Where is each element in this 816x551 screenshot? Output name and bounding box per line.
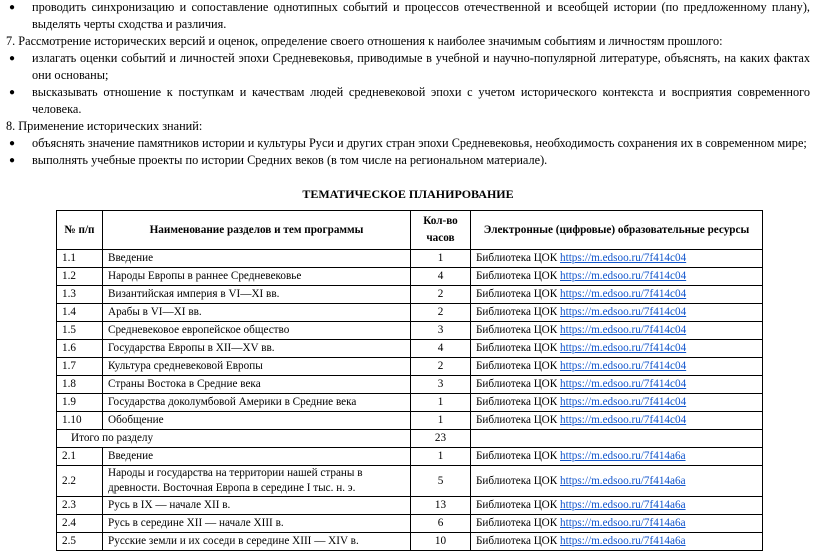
resource-link[interactable]: https://m.edsoo.ru/7f414c04 (560, 360, 687, 372)
cell-hours: 3 (411, 322, 471, 340)
cell-resource (471, 448, 763, 466)
document-page (0, 0, 816, 203)
bullet-icon: ● (9, 53, 16, 64)
header-resources: Электронные (цифровые) образовательные ресурсы (471, 211, 763, 250)
table-row (57, 304, 763, 322)
list-item: ● излагать оценки событий и личностей эпохи Средневековья, приводимые в учебной и научно-популярной литературе, объяснять, на каких фактах они основаны; (9, 51, 810, 82)
cell-num: 1.2 (57, 268, 103, 286)
resource-label: Библиотека ЦОК (476, 324, 560, 336)
table-row (57, 466, 763, 497)
cell-name: Обобщение (103, 412, 411, 430)
planning-table (56, 210, 763, 551)
cell-name: Государства доколумбовой Америки в Средние века (103, 394, 411, 412)
resource-link[interactable]: https://m.edsoo.ru/7f414c04 (560, 252, 687, 264)
bullet-icon: ● (9, 87, 16, 98)
cell-num: 1.1 (57, 250, 103, 268)
table-row (57, 394, 763, 412)
table-row (57, 533, 763, 551)
list-item: ● выполнять учебные проекты по истории Средних веков (в том числе на региональном материале). (9, 153, 548, 167)
cell-resource (471, 412, 763, 430)
cell-hours: 2 (411, 304, 471, 322)
table-header-row (57, 211, 763, 250)
cell-num: 2.1 (57, 448, 103, 466)
table-row (57, 497, 763, 515)
bullet-icon: ● (9, 138, 16, 149)
resource-link[interactable]: https://m.edsoo.ru/7f414c04 (560, 324, 687, 336)
subtotal-empty (471, 430, 763, 448)
cell-num: 1.3 (57, 286, 103, 304)
cell-name: Русь в середине XII — начале XIII в. (103, 515, 411, 533)
resource-link[interactable]: https://m.edsoo.ru/7f414c04 (560, 270, 687, 282)
cell-num: 2.2 (57, 466, 103, 497)
cell-num: 2.3 (57, 497, 103, 515)
cell-resource (471, 358, 763, 376)
cell-num: 1.8 (57, 376, 103, 394)
subtotal-hours: 23 (411, 430, 471, 448)
table-row (57, 340, 763, 358)
table-row (57, 358, 763, 376)
cell-resource (471, 533, 763, 551)
cell-hours: 4 (411, 340, 471, 358)
table-row (57, 250, 763, 268)
cell-resource (471, 304, 763, 322)
cell-name: Народы и государства на территории нашей страны в древности. Восточная Европа в середине I тыс. н. э. (103, 466, 411, 497)
resource-label: Библиотека ЦОК (476, 474, 560, 487)
bullet-icon: ● (9, 2, 16, 13)
resource-link[interactable]: https://m.edsoo.ru/7f414a6a (560, 499, 686, 511)
cell-name: Введение (103, 448, 411, 466)
resource-link[interactable]: https://m.edsoo.ru/7f414c04 (560, 396, 687, 408)
resource-label: Библиотека ЦОК (476, 288, 560, 300)
cell-hours: 2 (411, 358, 471, 376)
header-hours: Кол-во часов (411, 211, 471, 250)
cell-num: 1.10 (57, 412, 103, 430)
cell-name: Средневековое европейское общество (103, 322, 411, 340)
header-num: № п/п (57, 211, 103, 250)
cell-hours: 13 (411, 497, 471, 515)
table-row (57, 448, 763, 466)
cell-num: 1.7 (57, 358, 103, 376)
cell-resource (471, 497, 763, 515)
resource-label: Библиотека ЦОК (476, 396, 560, 408)
subtotal-label: Итого по разделу (57, 430, 411, 448)
cell-num: 1.9 (57, 394, 103, 412)
cell-resource (471, 515, 763, 533)
cell-hours: 10 (411, 533, 471, 551)
bullet-icon: ● (9, 155, 16, 166)
cell-name: Арабы в VI—XI вв. (103, 304, 411, 322)
cell-name: Византийская империя в VI—XI вв. (103, 286, 411, 304)
resource-label: Библиотека ЦОК (476, 535, 560, 547)
table-body (57, 250, 763, 551)
cell-resource (471, 268, 763, 286)
list-item: ● высказывать отношение к поступкам и качествам людей средневековой эпохи с учетом исторического контекста и восприятия современного человека. (9, 85, 810, 116)
resource-link[interactable]: https://m.edsoo.ru/7f414c04 (560, 306, 687, 318)
resource-label: Библиотека ЦОК (476, 252, 560, 264)
resource-label: Библиотека ЦОК (476, 270, 560, 282)
cell-resource (471, 286, 763, 304)
cell-resource (471, 394, 763, 412)
resource-link[interactable]: https://m.edsoo.ru/7f414a6a (560, 450, 686, 462)
cell-hours: 1 (411, 448, 471, 466)
cell-name: Русские земли и их соседи в середине XIII — XIV в. (103, 533, 411, 551)
resource-label: Библиотека ЦОК (476, 414, 560, 426)
resource-label: Библиотека ЦОК (476, 517, 560, 529)
cell-num: 1.5 (57, 322, 103, 340)
section-heading: 8. Применение исторических знаний: (6, 119, 203, 133)
cell-hours: 3 (411, 376, 471, 394)
header-name: Наименование разделов и тем программы (103, 211, 411, 250)
resource-link[interactable]: https://m.edsoo.ru/7f414c04 (560, 288, 687, 300)
table-row (57, 268, 763, 286)
cell-resource (471, 376, 763, 394)
subtotal-row (57, 430, 763, 448)
resource-link[interactable]: https://m.edsoo.ru/7f414c04 (560, 378, 687, 390)
table-row (57, 322, 763, 340)
cell-num: 1.4 (57, 304, 103, 322)
resource-link[interactable]: https://m.edsoo.ru/7f414a6a (560, 535, 686, 547)
cell-resource (471, 466, 763, 497)
cell-resource (471, 250, 763, 268)
resource-label: Библиотека ЦОК (476, 499, 560, 511)
resource-link[interactable]: https://m.edsoo.ru/7f414a6a (560, 474, 686, 487)
cell-name: Культура средневековой Европы (103, 358, 411, 376)
list-item: ● проводить синхронизацию и сопоставление однотипных событий и процессов отечественной и всеобщей истории (по предложенному плану), выделять черты сходства и различия. (9, 0, 810, 31)
cell-hours: 1 (411, 412, 471, 430)
cell-num: 2.5 (57, 533, 103, 551)
cell-name: Русь в IX — начале XII в. (103, 497, 411, 515)
table-row (57, 515, 763, 533)
cell-hours: 2 (411, 286, 471, 304)
table-row (57, 412, 763, 430)
cell-hours: 4 (411, 268, 471, 286)
resource-label: Библиотека ЦОК (476, 450, 560, 462)
cell-name: Введение (103, 250, 411, 268)
resource-label: Библиотека ЦОК (476, 378, 560, 390)
list-item: ● объяснять значение памятников истории и культуры Руси и других стран эпохи Средневековья, необходимость сохранения их в современном мире; (9, 136, 807, 150)
resource-link[interactable]: https://m.edsoo.ru/7f414c04 (560, 342, 687, 354)
resource-label: Библиотека ЦОК (476, 342, 560, 354)
resource-link[interactable]: https://m.edsoo.ru/7f414c04 (560, 414, 687, 426)
cell-num: 1.6 (57, 340, 103, 358)
page-title: ТЕМАТИЧЕСКОЕ ПЛАНИРОВАНИЕ (302, 187, 514, 201)
table-row (57, 286, 763, 304)
resource-label: Библиотека ЦОК (476, 306, 560, 318)
cell-name: Страны Востока в Средние века (103, 376, 411, 394)
resource-link[interactable]: https://m.edsoo.ru/7f414a6a (560, 517, 686, 529)
cell-resource (471, 322, 763, 340)
cell-num: 2.4 (57, 515, 103, 533)
cell-hours: 5 (411, 466, 471, 497)
table-row (57, 376, 763, 394)
resource-label: Библиотека ЦОК (476, 360, 560, 372)
cell-name: Народы Европы в раннее Средневековье (103, 268, 411, 286)
cell-hours: 6 (411, 515, 471, 533)
cell-hours: 1 (411, 250, 471, 268)
cell-hours: 1 (411, 394, 471, 412)
cell-name: Государства Европы в XII—XV вв. (103, 340, 411, 358)
cell-resource (471, 340, 763, 358)
section-heading: 7. Рассмотрение исторических версий и оценок, определение своего отношения к наиболее значимым событиям и личностям прошлого: (6, 34, 723, 48)
